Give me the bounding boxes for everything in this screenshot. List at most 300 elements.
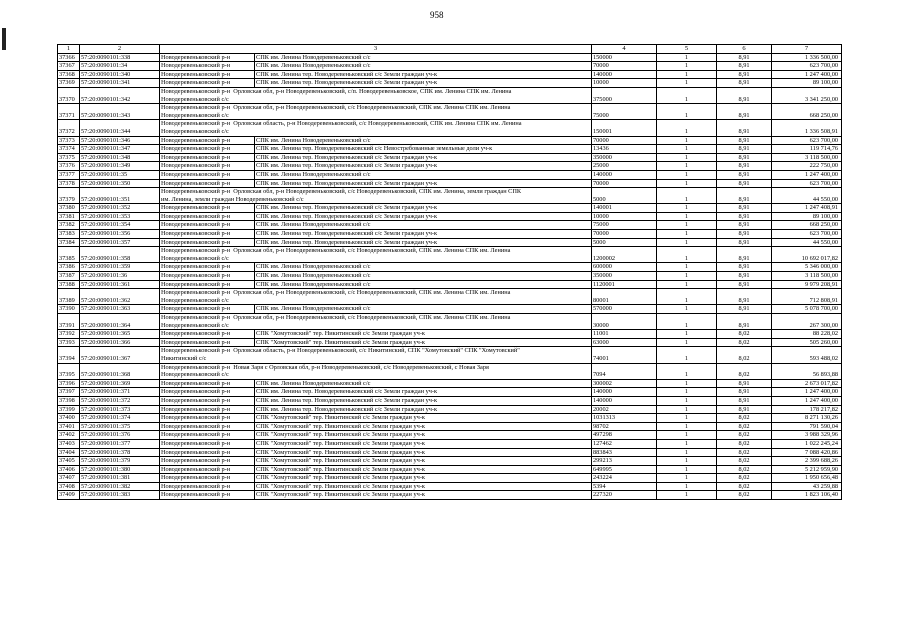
cadastral-number: 57:20:0090101:365 <box>80 330 160 339</box>
area-value: 75000 <box>592 221 657 230</box>
price-value: 8,91 <box>717 238 772 247</box>
area-value: 350000 <box>592 272 657 281</box>
cadastral-value: 44 550,00 <box>772 238 842 247</box>
row-id: 37408 <box>58 482 80 491</box>
price-value: 8,02 <box>717 457 772 466</box>
area-value: 140000 <box>592 388 657 397</box>
row-id: 37376 <box>58 162 80 171</box>
share-value: 1 <box>657 474 717 483</box>
share-value: 1 <box>657 136 717 145</box>
district-label: Новодеревеньковский р-н <box>160 379 255 388</box>
district-label: Новодеревеньковский р-н <box>161 188 231 196</box>
cadastral-value: 89 100,00 <box>772 212 842 221</box>
cadastral-value: 1 022 245,24 <box>772 439 842 448</box>
area-value: 243224 <box>592 474 657 483</box>
row-id: 37399 <box>58 405 80 414</box>
price-value: 8,91 <box>717 70 772 79</box>
address-cell <box>160 314 592 330</box>
price-value: 8,91 <box>717 388 772 397</box>
area-value: 20002 <box>592 405 657 414</box>
cadastral-number: 57:20:0090101:343 <box>80 104 160 120</box>
location-label: Орловская обл, р-н Новодеревеньковский, с/с Новодеревеньковский, СПК им. Ленина СПК им. Ленина <box>233 247 511 255</box>
table-row <box>58 162 842 171</box>
address-continuation: Никитинский с/с <box>161 354 207 362</box>
cadastral-value: 668 250,00 <box>772 104 842 120</box>
cadastral-value: 3 341 250,00 <box>772 87 842 103</box>
table-row <box>58 145 842 154</box>
table-row <box>58 482 842 491</box>
address-continuation: им. Ленина, земли граждан Новодеревеньковский с/с <box>161 195 304 203</box>
location-label: Орловская область, р-н Новодеревеньковский, с/с Никитинский, СПК "Хомутовский" СПК "Хомутовский" <box>233 347 520 355</box>
row-id: 37373 <box>58 136 80 145</box>
location-label: СПК "Хомутовский" тер. Никитинский с/с Земли граждан уч-к <box>255 482 592 491</box>
cadastral-value: 3 118 500,00 <box>772 153 842 162</box>
table-row <box>58 230 842 239</box>
share-value: 1 <box>657 238 717 247</box>
table-row <box>58 448 842 457</box>
district-label: Новодеревеньковский р-н <box>161 120 231 128</box>
location-label: СПК им. Ленина Новодеревеньковский с/с <box>255 263 592 272</box>
share-value: 1 <box>657 379 717 388</box>
price-value: 8,91 <box>717 136 772 145</box>
price-value: 8,91 <box>717 396 772 405</box>
share-value: 1 <box>657 70 717 79</box>
location-label: СПК им. Ленина тер. Новодеревеньковский с/с Земли граждан уч-к <box>255 179 592 188</box>
share-value: 1 <box>657 439 717 448</box>
area-value: 5000 <box>592 188 657 204</box>
cadastral-value: 5 346 000,00 <box>772 263 842 272</box>
cadastral-number: 57:20:0090101:377 <box>80 439 160 448</box>
location-label: СПК им. Ленина Новодеревеньковский с/с <box>255 221 592 230</box>
cadastral-number: 57:20:0090101:363 <box>80 305 160 314</box>
table-row <box>58 474 842 483</box>
row-id: 37396 <box>58 379 80 388</box>
location-label: СПК им. Ленина Новодеревеньковский с/с <box>255 62 592 71</box>
cadastral-number: 57:20:0090101:357 <box>80 238 160 247</box>
share-value: 1 <box>657 221 717 230</box>
location-label: СПК им. Ленина тер. Новодеревеньковский с/с Невостребованные земельные доли уч-к <box>255 145 592 154</box>
area-value: 300002 <box>592 379 657 388</box>
location-label: Новая Заря с Орловская обл, р-н Новодеревеньковский, с/с Новодеревеньковский, с Новая Заря <box>233 363 489 371</box>
district-label: Новодеревеньковский р-н <box>160 230 255 239</box>
cadastral-value: 505 260,00 <box>772 338 842 347</box>
row-id: 37406 <box>58 465 80 474</box>
table-row <box>58 330 842 339</box>
location-label: СПК им. Ленина тер. Новодеревеньковский с/с Земли граждан уч-к <box>255 70 592 79</box>
district-label: Новодеревеньковский р-н <box>160 238 255 247</box>
share-value: 1 <box>657 405 717 414</box>
district-label: Новодеревеньковский р-н <box>160 179 255 188</box>
location-label: СПК "Хомутовский" тер. Никитинский с/с Земли граждан уч-к <box>255 330 592 339</box>
district-label: Новодеревеньковский р-н <box>160 491 255 500</box>
table-row <box>58 363 842 379</box>
share-value: 1 <box>657 396 717 405</box>
district-label: Новодеревеньковский р-н <box>160 431 255 440</box>
location-label: СПК им. Ленина тер. Новодеревеньковский с/с Земли граждан уч-к <box>255 79 592 88</box>
share-value: 1 <box>657 482 717 491</box>
area-value: 80001 <box>592 289 657 305</box>
area-value: 299213 <box>592 457 657 466</box>
cadastral-number: 57:20:0090101:373 <box>80 405 160 414</box>
price-value: 8,91 <box>717 53 772 62</box>
cadastral-value: 222 750,00 <box>772 162 842 171</box>
cadastral-value: 623 700,00 <box>772 136 842 145</box>
table-row <box>58 414 842 423</box>
price-value: 8,02 <box>717 422 772 431</box>
address-cell <box>160 104 592 120</box>
location-label: Орловская обл, р-н Новодеревеньковский, с/с Новодеревеньковский, СПК им. Ленина, земли граждан СПК <box>233 188 522 196</box>
row-id: 37370 <box>58 87 80 103</box>
cadastral-number: 57:20:0090101:340 <box>80 70 160 79</box>
row-id: 37386 <box>58 263 80 272</box>
district-label: Новодеревеньковский р-н <box>160 79 255 88</box>
location-label: СПК им. Ленина Новодеревеньковский с/с <box>255 305 592 314</box>
district-label: Новодеревеньковский р-н <box>160 136 255 145</box>
row-id: 37407 <box>58 474 80 483</box>
price-value: 8,91 <box>717 188 772 204</box>
area-value: 70000 <box>592 179 657 188</box>
row-id: 37390 <box>58 305 80 314</box>
cadastral-number: 57:20:0090101:346 <box>80 136 160 145</box>
cadastral-value: 1 950 656,48 <box>772 474 842 483</box>
cadastral-value: 1 247 400,00 <box>772 396 842 405</box>
share-value: 1 <box>657 247 717 263</box>
area-value: 70000 <box>592 62 657 71</box>
price-value: 8,91 <box>717 62 772 71</box>
price-value: 8,91 <box>717 314 772 330</box>
area-value: 227320 <box>592 491 657 500</box>
location-label: СПК "Хомутовский" тер. Никитинский с/с Земли граждан уч-к <box>255 457 592 466</box>
row-id: 37377 <box>58 170 80 179</box>
district-label: Новодеревеньковский р-н <box>160 405 255 414</box>
row-id: 37400 <box>58 414 80 423</box>
area-value: 74001 <box>592 347 657 363</box>
row-id: 37383 <box>58 230 80 239</box>
table-row <box>58 272 842 281</box>
price-value: 8,02 <box>717 482 772 491</box>
table-row <box>58 305 842 314</box>
cadastral-number: 57:20:0090101:374 <box>80 414 160 423</box>
area-value: 883843 <box>592 448 657 457</box>
table-row <box>58 53 842 62</box>
cadastral-value: 623 700,00 <box>772 230 842 239</box>
location-label: СПК "Хомутовский" тер. Никитинский с/с Земли граждан уч-к <box>255 474 592 483</box>
address-cell <box>160 120 592 136</box>
cadastral-number: 57:20:0090101:342 <box>80 87 160 103</box>
table-row <box>58 263 842 272</box>
area-value: 127462 <box>592 439 657 448</box>
district-label: Новодеревеньковский р-н <box>160 414 255 423</box>
table-row <box>58 238 842 247</box>
district-label: Новодеревеньковский р-н <box>160 330 255 339</box>
district-label: Новодеревеньковский р-н <box>160 62 255 71</box>
row-id: 37402 <box>58 431 80 440</box>
share-value: 1 <box>657 53 717 62</box>
area-value: 150001 <box>592 120 657 136</box>
row-id: 37403 <box>58 439 80 448</box>
district-label: Новодеревеньковский р-н <box>160 70 255 79</box>
share-value: 1 <box>657 162 717 171</box>
cadastral-number: 57:20:0090101:351 <box>80 188 160 204</box>
cadastral-number: 57:20:0090101:364 <box>80 314 160 330</box>
cadastral-number: 57:20:0090101:356 <box>80 230 160 239</box>
area-value: 140000 <box>592 396 657 405</box>
share-value: 1 <box>657 170 717 179</box>
area-value: 1200002 <box>592 247 657 263</box>
location-label: СПК им. Ленина тер. Новодеревеньковский с/с Земли граждан уч-к <box>255 153 592 162</box>
location-label: СПК им. Ленина тер. Новодеревеньковский с/с Земли граждан уч-к <box>255 388 592 397</box>
header-row <box>58 45 842 54</box>
cadastral-number: 57:20:0090101:358 <box>80 247 160 263</box>
cadastral-number: 57:20:0090101:369 <box>80 379 160 388</box>
address-continuation: Новодеревеньковский с/с <box>161 127 229 135</box>
row-id: 37397 <box>58 388 80 397</box>
share-value: 1 <box>657 363 717 379</box>
share-value: 1 <box>657 272 717 281</box>
price-value: 8,91 <box>717 79 772 88</box>
district-label: Новодеревеньковский р-н <box>160 162 255 171</box>
table-row <box>58 439 842 448</box>
price-value: 8,91 <box>717 145 772 154</box>
table-row <box>58 388 842 397</box>
address-line <box>161 120 590 128</box>
share-value: 1 <box>657 422 717 431</box>
row-id: 37378 <box>58 179 80 188</box>
area-value: 649995 <box>592 465 657 474</box>
area-value: 350000 <box>592 153 657 162</box>
share-value: 1 <box>657 204 717 213</box>
price-value: 8,02 <box>717 448 772 457</box>
district-label: Новодеревеньковский р-н <box>161 289 231 297</box>
cadastral-number: 57:20:0090101:362 <box>80 289 160 305</box>
cadastral-value: 2 399 688,26 <box>772 457 842 466</box>
share-value: 1 <box>657 263 717 272</box>
row-id: 37392 <box>58 330 80 339</box>
price-value: 8,91 <box>717 162 772 171</box>
location-label: СПК "Хомутовский" тер. Никитинский с/с Земли граждан уч-к <box>255 422 592 431</box>
area-value: 1031313 <box>592 414 657 423</box>
district-label: Новодеревеньковский р-н <box>160 305 255 314</box>
district-label: Новодеревеньковский р-н <box>160 170 255 179</box>
district-label: Новодеревеньковский р-н <box>160 448 255 457</box>
share-value: 1 <box>657 314 717 330</box>
share-value: 1 <box>657 280 717 289</box>
location-label: СПК им. Ленина тер. Новодеревеньковский с/с Земли граждан уч-к <box>255 212 592 221</box>
share-value: 1 <box>657 457 717 466</box>
price-value: 8,91 <box>717 289 772 305</box>
cadastral-number: 57:20:0090101:348 <box>80 153 160 162</box>
table-row <box>58 396 842 405</box>
table-row <box>58 70 842 79</box>
location-label: СПК им. Ленина тер. Новодеревеньковский с/с Земли граждан уч-к <box>255 204 592 213</box>
table-row <box>58 431 842 440</box>
cadastral-number: 57:20:0090101:381 <box>80 474 160 483</box>
district-label: Новодеревеньковский р-н <box>160 221 255 230</box>
cadastral-value: 10 692 017,82 <box>772 247 842 263</box>
location-label: СПК им. Ленина Новодеревеньковский с/с <box>255 280 592 289</box>
cadastral-number: 57:20:0090101:359 <box>80 263 160 272</box>
cadastral-number: 57:20:0090101:352 <box>80 204 160 213</box>
table-row <box>58 188 842 204</box>
price-value: 8,02 <box>717 465 772 474</box>
table-row <box>58 491 842 500</box>
price-value: 8,91 <box>717 87 772 103</box>
cadastral-value: 89 100,00 <box>772 79 842 88</box>
address-continuation: Новодеревеньковский с/с <box>161 321 229 329</box>
cadastral-value: 44 550,00 <box>772 188 842 204</box>
cadastral-value: 56 893,88 <box>772 363 842 379</box>
location-label: СПК им. Ленина Новодеревеньковский с/с <box>255 170 592 179</box>
cadastral-number: 57:20:0090101:353 <box>80 212 160 221</box>
area-value: 497298 <box>592 431 657 440</box>
address-cell <box>160 188 592 204</box>
share-value: 1 <box>657 347 717 363</box>
cadastral-number: 57:20:0090101:371 <box>80 388 160 397</box>
cadastral-value: 8 271 130,26 <box>772 414 842 423</box>
cadastral-number: 57:20:0090101:349 <box>80 162 160 171</box>
location-label: СПК "Хомутовский" тер. Никитинский с/с Земли граждан уч-к <box>255 439 592 448</box>
cadastral-number: 57:20:0090101:354 <box>80 221 160 230</box>
district-label: Новодеревеньковский р-н <box>160 153 255 162</box>
address-continuation: Новодеревеньковский с/с <box>161 95 229 103</box>
district-label: Новодеревеньковский р-н <box>160 272 255 281</box>
cadastral-number: 57:20:0090101:347 <box>80 145 160 154</box>
district-label: Новодеревеньковский р-н <box>160 439 255 448</box>
address-line <box>161 188 590 196</box>
share-value: 1 <box>657 289 717 305</box>
price-value: 8,02 <box>717 347 772 363</box>
cadastral-value: 1 247 408,91 <box>772 204 842 213</box>
row-id: 37401 <box>58 422 80 431</box>
location-label: СПК "Хомутовский" тер. Никитинский с/с Земли граждан уч-к <box>255 431 592 440</box>
share-value: 1 <box>657 145 717 154</box>
area-value: 140000 <box>592 170 657 179</box>
share-value: 1 <box>657 230 717 239</box>
address-cell <box>160 347 592 363</box>
price-value: 8,91 <box>717 263 772 272</box>
share-value: 1 <box>657 212 717 221</box>
cadastral-number: 57:20:0090101:379 <box>80 457 160 466</box>
district-label: Новодеревеньковский р-н <box>161 87 231 95</box>
row-id: 37374 <box>58 145 80 154</box>
district-label: Новодеревеньковский р-н <box>160 280 255 289</box>
row-id: 37393 <box>58 338 80 347</box>
cadastral-value: 1 247 400,00 <box>772 170 842 179</box>
district-label: Новодеревеньковский р-н <box>160 388 255 397</box>
share-value: 1 <box>657 388 717 397</box>
address-cell <box>160 363 592 379</box>
area-value: 30000 <box>592 314 657 330</box>
row-id: 37371 <box>58 104 80 120</box>
location-label: СПК им. Ленина Новодеревеньковский с/с <box>255 272 592 281</box>
row-id: 37387 <box>58 272 80 281</box>
district-label: Новодеревеньковский р-н <box>160 396 255 405</box>
area-value: 375000 <box>592 87 657 103</box>
location-label: СПК им. Ленина Новодеревеньковский с/с <box>255 379 592 388</box>
table-row <box>58 405 842 414</box>
cadastral-value: 2 673 017,82 <box>772 379 842 388</box>
page-number: 958 <box>430 10 444 20</box>
table-row <box>58 62 842 71</box>
row-id: 37385 <box>58 247 80 263</box>
row-id: 37389 <box>58 289 80 305</box>
cadastral-value: 1 336 508,91 <box>772 120 842 136</box>
price-value: 8,91 <box>717 280 772 289</box>
location-label: СПК им. Ленина тер. Новодеревеньковский с/с Земли граждан уч-к <box>255 405 592 414</box>
cadastral-value: 593 488,02 <box>772 347 842 363</box>
share-value: 1 <box>657 79 717 88</box>
district-label: Новодеревеньковский р-н <box>160 482 255 491</box>
price-value: 8,02 <box>717 363 772 379</box>
area-value: 10000 <box>592 212 657 221</box>
cadastral-number: 57:20:0090101:383 <box>80 491 160 500</box>
area-value: 5394 <box>592 482 657 491</box>
table-row <box>58 153 842 162</box>
location-label: Орловская обл, р-н Новодеревеньковский, с/с Новодеревеньковский, СПК им. Ленина СПК им. Ленина <box>233 104 511 112</box>
share-value: 1 <box>657 104 717 120</box>
row-id: 37367 <box>58 62 80 71</box>
row-id: 37391 <box>58 314 80 330</box>
district-label: Новодеревеньковский р-н <box>160 474 255 483</box>
address-line <box>161 314 590 322</box>
district-label: Новодеревеньковский р-н <box>160 263 255 272</box>
area-value: 98702 <box>592 422 657 431</box>
district-label: Новодеревеньковский р-н <box>161 104 231 112</box>
district-label: Новодеревеньковский р-н <box>160 422 255 431</box>
header-col-7: 7 <box>772 45 842 54</box>
area-value: 25000 <box>592 162 657 171</box>
district-label: Новодеревеньковский р-н <box>161 247 231 255</box>
table-row <box>58 465 842 474</box>
cadastral-number: 57:20:0090101:35 <box>80 170 160 179</box>
share-value: 1 <box>657 431 717 440</box>
district-label: Новодеревеньковский р-н <box>160 338 255 347</box>
location-label: СПК им. Ленина тер. Новодеревеньковский с/с Земли граждан уч-к <box>255 162 592 171</box>
cadastral-number: 57:20:0090101:372 <box>80 396 160 405</box>
cadastral-number: 57:20:0090101:382 <box>80 482 160 491</box>
table-row <box>58 136 842 145</box>
cadastral-value: 7 088 420,86 <box>772 448 842 457</box>
cadastral-value: 712 808,91 <box>772 289 842 305</box>
share-value: 1 <box>657 448 717 457</box>
area-value: 63000 <box>592 338 657 347</box>
cadastral-number: 57:20:0090101:361 <box>80 280 160 289</box>
location-label: Орловская обл, р-н Новодеревеньковский, с/с Новодеревеньковский, СПК им. Ленина СПК им. Ленина <box>233 314 511 321</box>
address-cell <box>160 247 592 263</box>
cadastral-value: 1 247 400,00 <box>772 70 842 79</box>
share-value: 1 <box>657 491 717 500</box>
header-col-3: 3 <box>160 45 592 54</box>
address-line <box>161 289 590 297</box>
table-body <box>58 53 842 499</box>
price-value: 8,91 <box>717 120 772 136</box>
share-value: 1 <box>657 179 717 188</box>
price-value: 8,02 <box>717 439 772 448</box>
area-value: 75000 <box>592 104 657 120</box>
table-row <box>58 212 842 221</box>
row-id: 37379 <box>58 188 80 204</box>
price-value: 8,91 <box>717 104 772 120</box>
table-row <box>58 247 842 263</box>
price-value: 8,91 <box>717 272 772 281</box>
location-label: СПК им. Ленина тер. Новодеревеньковский с/с Земли граждан уч-к <box>255 230 592 239</box>
address-cell <box>160 87 592 103</box>
cadastral-value: 623 700,00 <box>772 62 842 71</box>
cadastral-value: 3 118 500,00 <box>772 272 842 281</box>
table-row <box>58 280 842 289</box>
area-value: 70000 <box>592 136 657 145</box>
row-id: 37381 <box>58 212 80 221</box>
